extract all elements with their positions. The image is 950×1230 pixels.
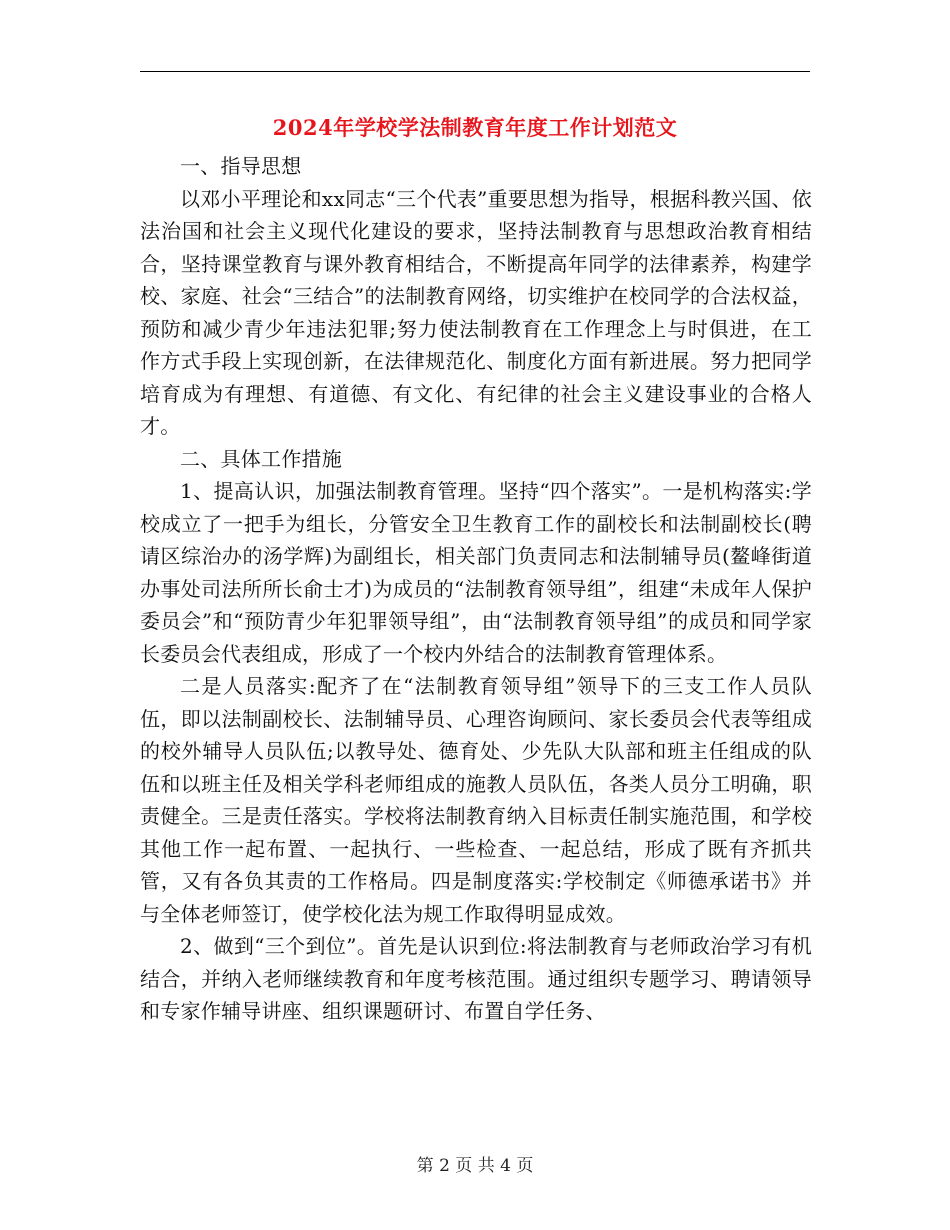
paragraph-guiding-ideology: 以邓小平理论和xx同志“三个代表”重要思想为指导，根据科教兴国、依法治国和社会主义现代化建设的要求，坚持法制教育与思想政治教育相结合，坚持课堂教育与课外教育相结合，不断提高年同学的法律素养，构建学校、家庭、社会“三结合”的法制教育网络，切实维护在校同学的合法权益，预防和减少青少年违法犯罪;努力使法制教育在工作理念上与时俱进，在工作方式手段上实现创新，在法律规范化、制度化方面有新进展。努力把同学培育成为有理想、有道德、有文化、有纪律的社会主义建设事业的合格人才。 <box>140 186 812 438</box>
paragraph-measure-1: 1、提高认识，加强法制教育管理。坚持“四个落实”。一是机构落实:学校成立了一把手为组长，分管安全卫生教育工作的副校长和法制副校长(聘请区综治办的汤学辉)为副组长，相关部门负责同志和法制辅导员(鳌峰街道办事处司法所所长俞士才)为成员的“法制教育领导组”，组建“未成年人保护委员会”和“预防青少年犯罪领导组”，由“法制教育领导组”的成员和同学家长委员会代表组成，形成了一个校内外结合的法制教育管理体系。 <box>140 479 812 666</box>
section-heading-guiding-ideology: 一、指导思想 <box>180 154 302 178</box>
section-heading-work-measures: 二、具体工作措施 <box>180 446 342 471</box>
page-footer: 第 2 页 共 4 页 <box>416 1156 534 1176</box>
document-title: 2024年学校学法制教育年度工作计划范文 <box>272 115 678 140</box>
paragraph-measure-2: 2、做到“三个到位”。首先是认识到位:将法制教育与老师政治学习有机结合，并纳入老师继续教育和年度考核范围。通过组织专题学习、聘请领导和专家作辅导讲座、组织课题研讨、布置自学任务、 <box>140 934 812 1023</box>
header-rule <box>140 71 810 72</box>
paragraph-personnel: 二是人员落实:配齐了在“法制教育领导组”领导下的三支工作人员队伍，即以法制副校长、法制辅导员、心理咨询顾问、家长委员会代表等组成的校外辅导人员队伍;以教导处、德育处、少先队大队部和班主任组成的队伍和以班主任及相关学科老师组成的施教人员队伍，各类人员分工明确，职责健全。三是责任落实。学校将法制教育纳入目标责任制实施范围，和学校其他工作一起布置、一起执行、一些检查、一起总结，形成了既有齐抓共管，又有各负其责的工作格局。四是制度落实:学校制定《师德承诺书》并与全体老师签订，使学校化法为规工作取得明显成效。 <box>140 674 812 926</box>
document-body <box>140 150 812 1028</box>
